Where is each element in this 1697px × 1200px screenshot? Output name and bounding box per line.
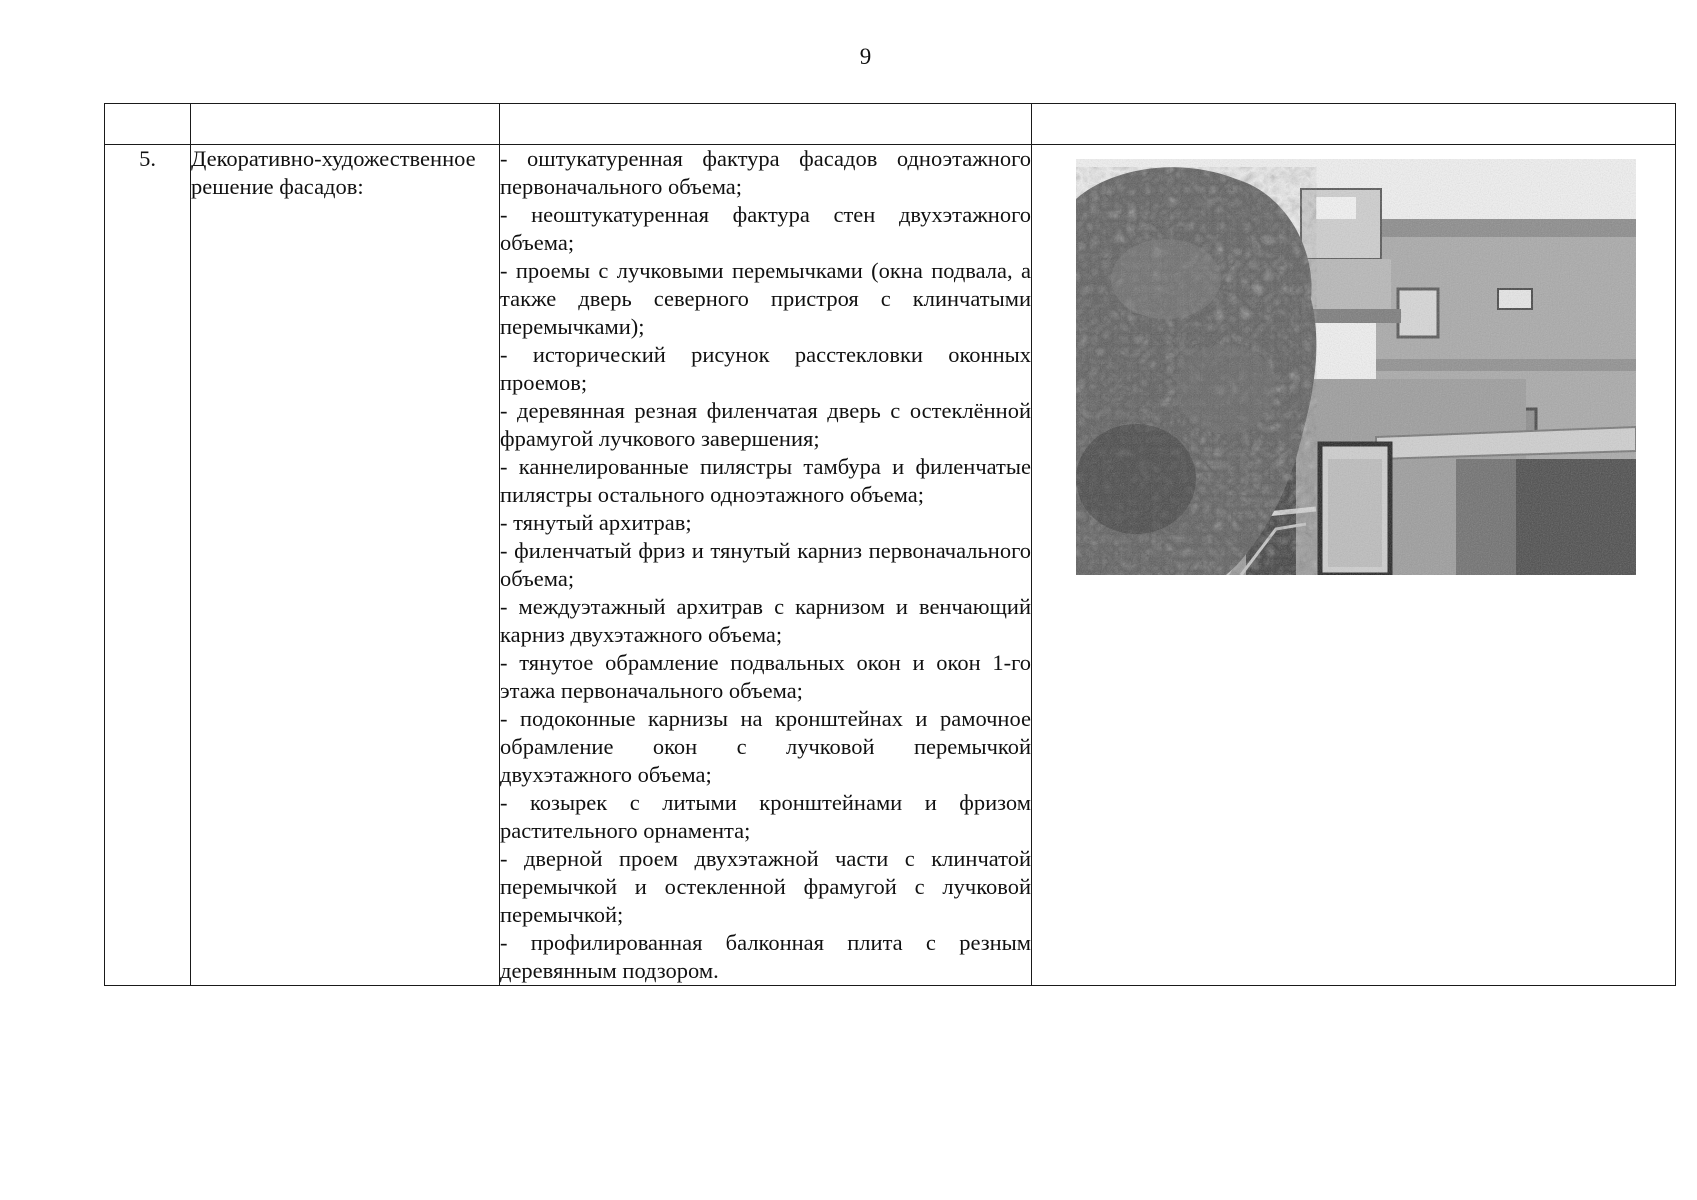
description-item: - филенчатый фриз и тянутый карниз первоначального объема; — [500, 538, 1031, 591]
table-header-row — [105, 104, 1676, 145]
description-item: - деревянная резная филенчатая дверь с остеклённой фрамугой лучкового завершения; — [500, 398, 1031, 451]
row-title: Декоративно-художественное решение фасадов: — [191, 145, 500, 986]
description-item: - тянутый архитрав; — [500, 510, 692, 535]
description-item: - неоштукатуренная фактура стен двухэтажного объема; — [500, 202, 1031, 255]
description-item: - тянутое обрамление подвальных окон и окон 1-го этажа первоначального объема; — [500, 650, 1031, 703]
header-cell-photo — [1032, 104, 1676, 145]
header-cell-num — [105, 104, 191, 145]
description-item: - междуэтажный архитрав с карнизом и венчающий карниз двухэтажного объема; — [500, 594, 1031, 647]
header-cell-desc — [500, 104, 1032, 145]
row-number: 5. — [105, 145, 191, 986]
table-row — [105, 145, 1676, 986]
description-item: - каннелированные пилястры тамбура и филенчатые пилястры остального одноэтажного объема; — [500, 454, 1031, 507]
description-item: - козырек с литыми кронштейнами и фризом растительного орнамента; — [500, 790, 1031, 843]
photo-cell — [1032, 145, 1676, 986]
header-cell-name — [191, 104, 500, 145]
building-photo — [1076, 159, 1636, 575]
facade-table — [104, 103, 1676, 986]
row-description — [500, 145, 1032, 986]
page-number: 9 — [859, 44, 872, 69]
description-item: - исторический рисунок расстекловки оконных проемов; — [500, 342, 1031, 395]
description-item: - подоконные карнизы на кронштейнах и рамочное обрамление окон с лучковой перемычкой двухэтажного объема; — [500, 706, 1031, 787]
description-list — [500, 145, 1031, 985]
description-item: - оштукатуренная фактура фасадов одноэтажного первоначального объема; — [500, 146, 1031, 199]
description-item: - профилированная балконная плита с резным деревянным подзором. — [500, 930, 1031, 983]
description-item: - дверной проем двухэтажной части с клинчатой перемычкой и остекленной фрамугой с лучковой перемычкой; — [500, 846, 1031, 927]
description-item: - проемы с лучковыми перемычками (окна подвала, а также дверь северного пристроя с клинчатыми перемычками); — [500, 258, 1031, 339]
